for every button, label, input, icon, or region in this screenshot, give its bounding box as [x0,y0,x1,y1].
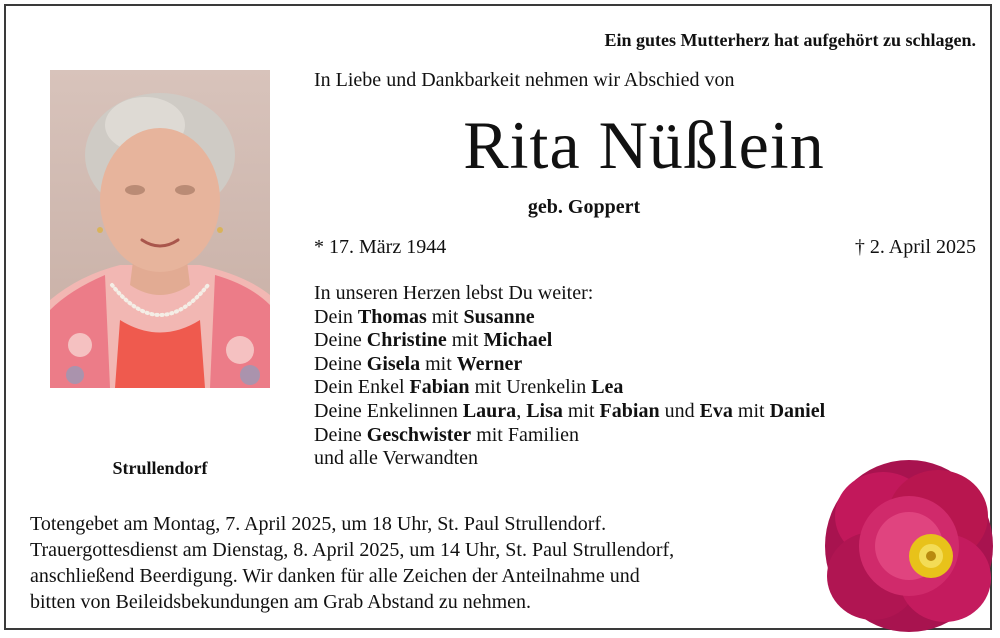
survivor-text: Deine Enkelinnen [314,399,463,422]
birth-name: geb. Goppert [527,196,641,218]
survivor-text: mit Familien [471,423,579,446]
survivor-name: Susanne [463,305,535,328]
survivor-text: In unseren Herzen lebst Du weiter: [314,282,594,304]
survivor-text: mit [562,399,600,422]
survivor-line [314,376,825,400]
survivor-text: Deine [314,352,367,375]
survivor-line [314,306,825,330]
survivor-name: Werner [456,352,523,375]
service-details [30,511,674,615]
survivor-text: Deine [314,329,367,352]
survivor-text: mit [426,305,464,328]
survivor-name: Fabian [599,399,660,422]
deceased-name: Rita Nüßlein [463,107,825,183]
service-detail-line: anschließend Beerdigung. Wir danken für alle Zeichen der Anteilnahme und [30,565,640,587]
survivor-line [314,353,825,377]
survivor-text: Dein [314,305,358,328]
survivor-text: , [516,399,527,422]
survivor-text: Dein Enkel [314,376,410,399]
death-date: † 2. April 2025 [854,236,976,258]
survivor-name: Thomas [357,305,427,328]
survivor-text: mit [420,352,457,375]
portrait-illustration [50,70,270,388]
survivor-name: Lisa [526,399,563,422]
survivor-name: Gisela [366,352,421,375]
survivors-list [314,282,825,471]
survivor-name: Lea [591,376,624,399]
flower-center [909,534,953,578]
intro-text: In Liebe und Dankbarkeit nehmen wir Abschied von [314,69,735,91]
survivor-text: mit [446,329,484,352]
survivor-name: Geschwister [366,423,472,446]
survivor-text: mit [732,399,770,422]
survivor-text: Deine [314,423,367,446]
service-detail-line: bitten von Beileidsbekundungen am Grab Abstand zu nehmen. [30,591,532,613]
survivor-name: Daniel [769,399,826,422]
survivor-name: Michael [483,329,553,352]
peony-flower-image [823,446,995,634]
motto: Ein gutes Mutterherz hat aufgehört zu schlagen. [604,30,976,50]
survivor-text: mit Urenkelin [469,376,592,399]
survivor-text: und [659,399,700,422]
survivor-name: Eva [699,399,733,422]
flower-petals [825,460,993,632]
survivor-line [314,400,825,424]
survivor-line [314,424,825,448]
service-detail-line: Trauergottesdienst am Dienstag, 8. April 2025, um 14 Uhr, St. Paul Strullendorf, [30,539,675,561]
service-detail-line: Totengebet am Montag, 7. April 2025, um 18 Uhr, St. Paul Strullendorf. [30,513,607,535]
birth-date: * 17. März 1944 [314,236,447,258]
survivor-line [314,329,825,353]
survivor-text: und alle Verwandten [314,447,479,470]
portrait-photo [50,70,270,388]
place-name: Strullendorf [112,458,208,478]
survivor-name: Fabian [409,376,470,399]
survivors-intro [314,282,825,306]
survivor-line [314,447,825,471]
survivor-name: Laura [462,399,517,422]
survivor-name: Christine [366,329,447,352]
